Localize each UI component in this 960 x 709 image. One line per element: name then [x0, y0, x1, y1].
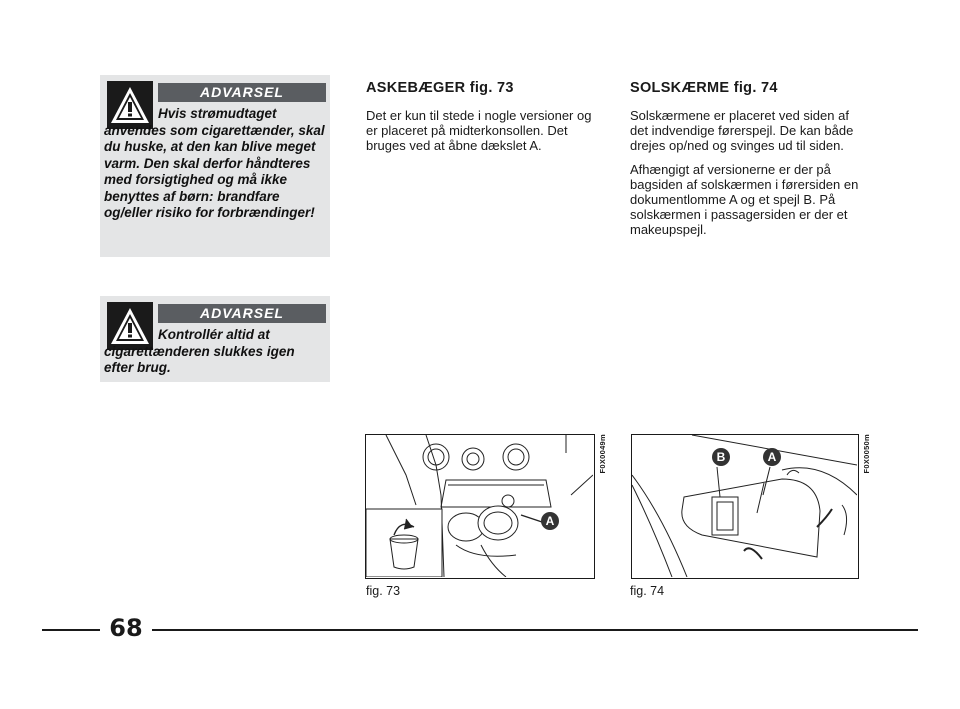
section-heading: ASKEBÆGER fig. 73	[366, 80, 514, 96]
warning-text: Kontrollér altid at cigarettænderen slukkes igen efter brug.	[104, 327, 295, 375]
figure-label-a: A	[767, 450, 777, 464]
figure-code: F0X0050m	[862, 434, 871, 474]
figure-caption: fig. 74	[630, 584, 665, 598]
footer-rule-left	[42, 629, 100, 631]
warning-box-power-outlet	[100, 75, 330, 257]
ashtray-section	[366, 80, 601, 162]
figure-label-a: A	[545, 514, 555, 528]
figure-ashtray-illustration	[365, 434, 595, 579]
section-paragraph: Solskærmene er placeret ved siden af det indvendige førerspejl. De kan både drejes op/ned og svinges ud til siden.	[630, 108, 854, 153]
footer-rule-right	[152, 629, 918, 631]
warning-text: Hvis strømudtaget anvendes som cigarettænder, skal du huske, at den kan blive meget varm. Den skal derfor håndteres med forsigtighed og må ikke benyttes af børn: brandfare og/eller risiko for forbrændinger!	[104, 106, 325, 220]
section-body: Det er kun til stede i nogle versioner og er placeret på midterkonsollen. Det bruges ved at åbne dækslet A.	[366, 108, 592, 153]
warning-box-cigarette-lighter	[100, 296, 330, 382]
figure-caption: fig. 73	[366, 584, 401, 598]
figure-sunvisor-illustration	[631, 434, 859, 579]
section-heading: SOLSKÆRME fig. 74	[630, 80, 778, 96]
warning-header: ADVARSEL	[158, 83, 326, 102]
figure-label-b: B	[716, 450, 726, 464]
figure-code: F0X0049m	[598, 434, 607, 474]
sunvisor-section	[630, 80, 865, 246]
page-number: 68	[109, 614, 143, 642]
warning-header: ADVARSEL	[158, 304, 326, 323]
section-paragraph: Afhængigt af versionerne er der på bagsiden af solskærmen i førersiden en dokumentlomme A og et spejl B. På solskærmen i passagersiden er der et makeupspejl.	[630, 162, 859, 237]
